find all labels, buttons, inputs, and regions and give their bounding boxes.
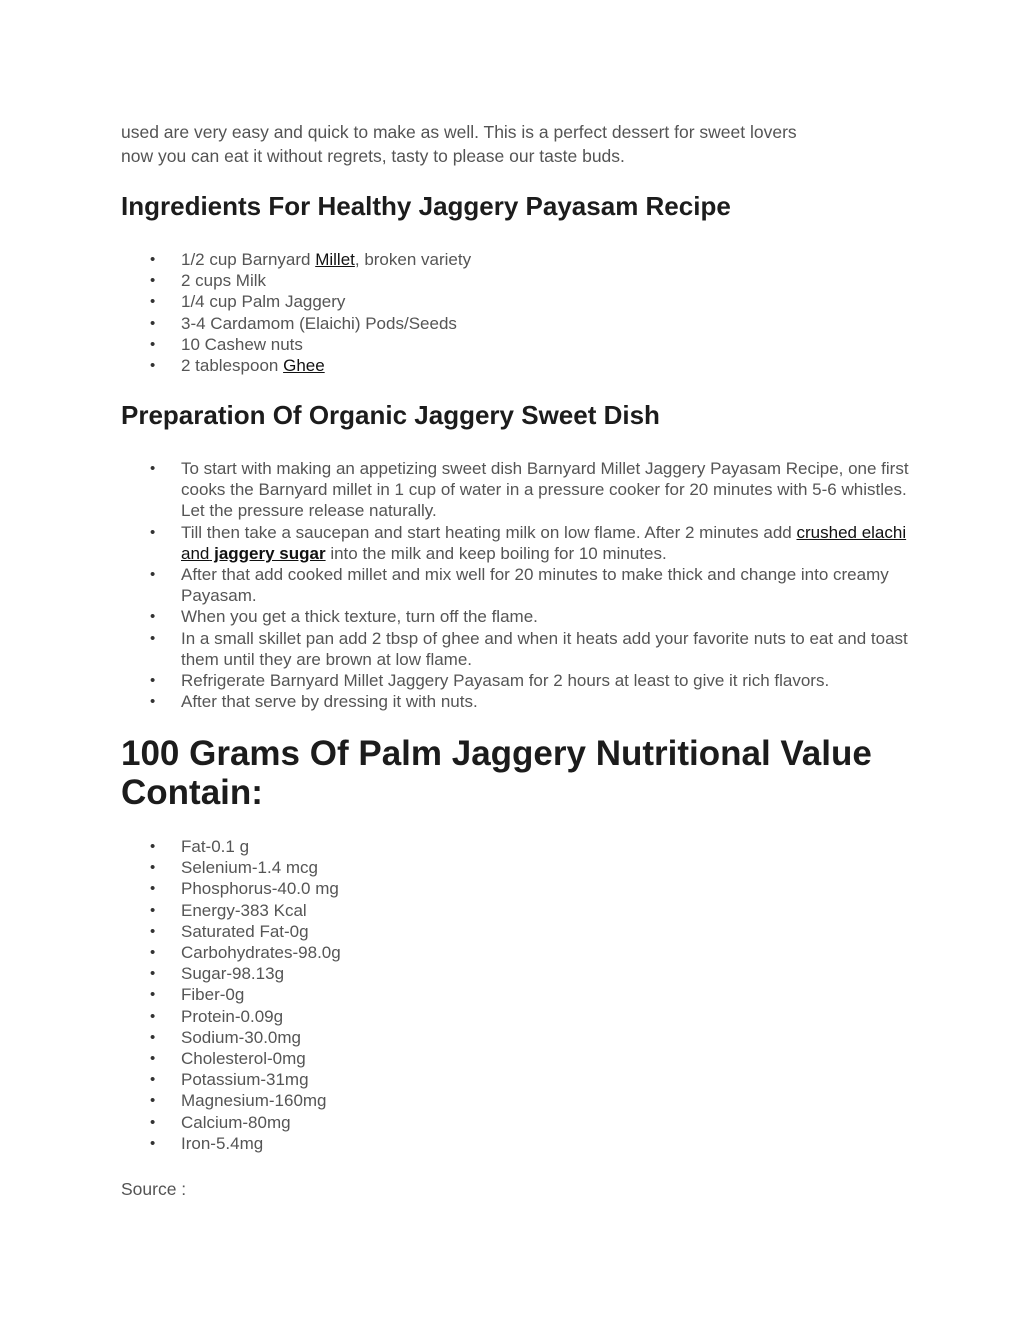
source-label: Source :	[121, 1179, 187, 1199]
list-item: • Carbohydrates-98.0g	[121, 942, 911, 963]
list-item: • Refrigerate Barnyard Millet Jaggery Payasam for 2 hours at least to give it rich flavors.	[121, 670, 911, 691]
list-item: • 10 Cashew nuts	[121, 334, 911, 355]
list-item: • Potassium-31mg	[121, 1069, 911, 1090]
list-item: • 2 cups Milk	[121, 270, 911, 291]
list-item: • Sodium-30.0mg	[121, 1027, 911, 1048]
preparation-heading: Preparation Of Organic Jaggery Sweet Dish	[121, 400, 660, 430]
list-item: • Energy-383 Kcal	[121, 900, 911, 921]
ingredient-text: 1/2 cup Barnyard	[181, 250, 316, 269]
and-link[interactable]: and	[181, 543, 210, 563]
ingredient-text: , broken variety	[354, 250, 472, 269]
list-item	[121, 522, 911, 564]
list-item: • Saturated Fat-0g	[121, 921, 911, 942]
list-item: • Iron-5.4mg	[121, 1133, 911, 1154]
list-item: • When you get a thick texture, turn off the flame.	[121, 606, 911, 627]
list-item: • Cholesterol-0mg	[121, 1048, 911, 1069]
list-item: • Fat-0.1 g	[121, 836, 911, 857]
nutrition-list	[121, 836, 911, 1154]
ghee-link[interactable]: Ghee	[283, 356, 325, 376]
preparation-list	[121, 458, 911, 712]
list-item: • Sugar-98.13g	[121, 963, 911, 984]
step-text: Till then take a saucepan and start heating milk on low flame. After 2 minutes add	[181, 522, 797, 542]
list-item: • 1/4 cup Palm Jaggery	[121, 291, 911, 312]
list-item: • After that serve by dressing it with nuts.	[121, 691, 911, 712]
ingredients-heading: Ingredients For Healthy Jaggery Payasam Recipe	[121, 191, 731, 221]
step-text: into the milk and keep boiling for 10 minutes.	[325, 543, 667, 563]
list-item: • Phosphorus-40.0 mg	[121, 878, 911, 899]
intro-paragraph	[121, 120, 797, 168]
list-item: • In a small skillet pan add 2 tbsp of ghee and when it heats add your favorite nuts to eat and toast them until they are brown at low flame.	[121, 628, 911, 670]
list-item: • Calcium-80mg	[121, 1112, 911, 1133]
list-item	[121, 355, 911, 376]
millet-link[interactable]: Millet	[315, 250, 355, 269]
list-item: • Fiber-0g	[121, 984, 911, 1005]
list-item	[121, 249, 911, 270]
ingredient-text: 2 tablespoon	[181, 356, 284, 376]
nutrition-heading: 100 Grams Of Palm Jaggery Nutritional Value Contain:	[121, 734, 872, 812]
jaggery-sugar-link[interactable]: jaggery sugar	[209, 543, 326, 563]
ingredients-list	[121, 249, 911, 376]
list-item: • 3-4 Cardamom (Elaichi) Pods/Seeds	[121, 313, 911, 334]
list-item: • After that add cooked millet and mix well for 20 minutes to make thick and change into creamy Payasam.	[121, 564, 911, 606]
crushed-elachi-link[interactable]: crushed elachi	[796, 522, 907, 542]
list-item: • To start with making an appetizing sweet dish Barnyard Millet Jaggery Payasam Recipe, one first cooks the Barnyard millet in 1 cup of water in a pressure cooker for 20 minutes with 5-6 whistles. Let the pressure release naturally.	[121, 458, 911, 522]
list-item: • Magnesium-160mg	[121, 1090, 911, 1111]
intro-line-2: now you can eat it without regrets, tasty to please our taste buds.	[121, 146, 625, 166]
intro-line-1: used are very easy and quick to make as well. This is a perfect dessert for sweet lovers	[121, 122, 797, 142]
list-item: • Selenium-1.4 mcg	[121, 857, 911, 878]
list-item: • Protein-0.09g	[121, 1006, 911, 1027]
